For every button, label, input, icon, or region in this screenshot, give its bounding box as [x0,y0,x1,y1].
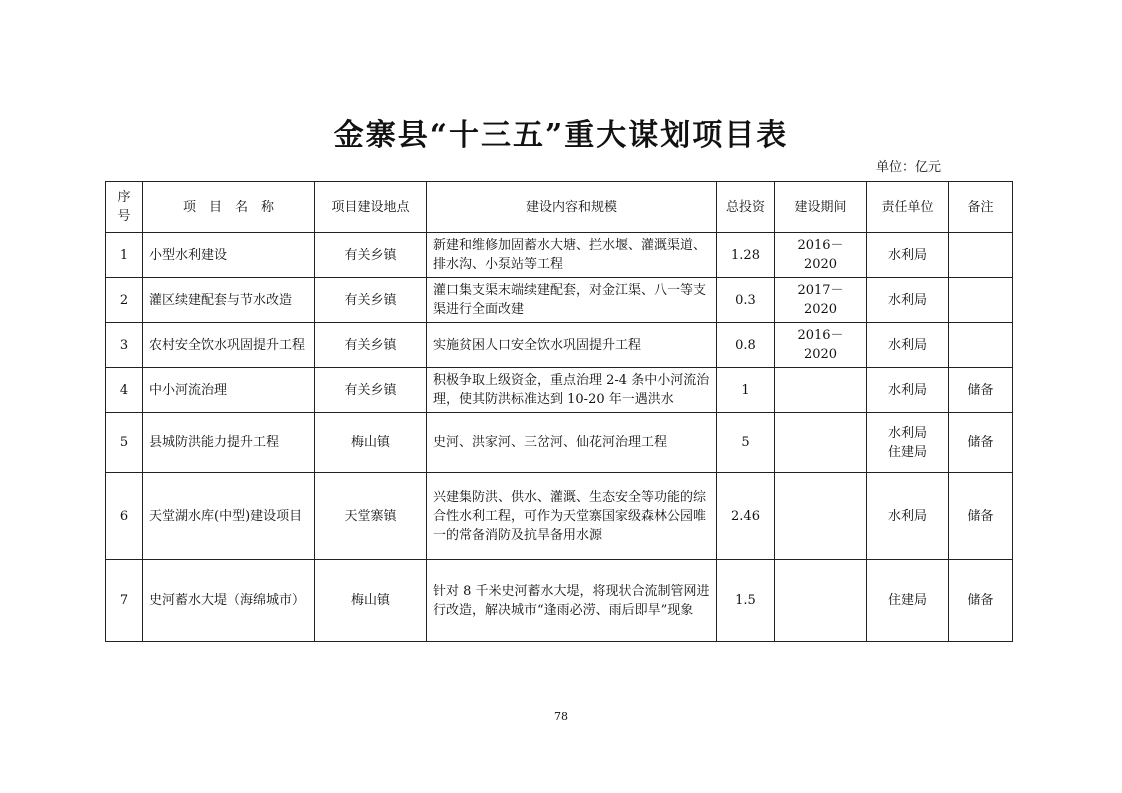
cell-investment: 0.3 [717,278,775,323]
cell-no: 5 [106,413,143,473]
cell-content: 实施贫困人口安全饮水巩固提升工程 [427,323,717,368]
cell-department: 水利局 住建局 [867,413,949,473]
unit-label: 单位：亿元 [876,160,942,175]
table-row [106,560,1013,642]
table-row [106,278,1013,323]
cell-department: 水利局 [867,278,949,323]
cell-no: 1 [106,233,143,278]
cell-remark [949,323,1013,368]
cell-investment: 1.5 [717,560,775,642]
cell-name: 县城防洪能力提升工程 [143,413,315,473]
table-row [106,368,1013,413]
header-no: 序号 [106,182,143,233]
cell-no: 6 [106,473,143,560]
table-row [106,413,1013,473]
cell-department: 水利局 [867,473,949,560]
cell-location: 天堂寨镇 [315,473,427,560]
cell-investment: 2.46 [717,473,775,560]
header-remark: 备注 [949,182,1013,233]
table-row [106,473,1013,560]
cell-content: 史河、洪家河、三岔河、仙花河治理工程 [427,413,717,473]
cell-content: 灌口集支渠末端续建配套，对金江渠、八一等支渠进行全面改建 [427,278,717,323]
cell-remark: 储备 [949,368,1013,413]
cell-department: 水利局 [867,368,949,413]
page-title: 金寨县“十三五”重大谋划项目表 [333,118,789,153]
cell-name: 史河蓄水大堤（海绵城市） [143,560,315,642]
cell-content: 针对 8 千米史河蓄水大堤，将现状合流制管网进行改造，解决城市“逢雨必涝、雨后即旱”现象 [427,560,717,642]
project-table [105,181,1013,642]
header-department: 责任单位 [867,182,949,233]
table-header-row [106,182,1013,233]
cell-period [775,560,867,642]
cell-location: 有关乡镇 [315,368,427,413]
cell-location: 有关乡镇 [315,323,427,368]
cell-department: 水利局 [867,233,949,278]
cell-department: 住建局 [867,560,949,642]
cell-period: 2016－2020 [775,233,867,278]
cell-content: 积极争取上级资金，重点治理 2-4 条中小河流治理，使其防洪标准达到 10-20 年一遇洪水 [427,368,717,413]
cell-content: 兴建集防洪、供水、灌溉、生态安全等功能的综合性水利工程，可作为天堂寨国家级森林公园唯一的常备消防及抗旱备用水源 [427,473,717,560]
cell-content: 新建和维修加固蓄水大塘、拦水堰、灌溉渠道、排水沟、小泵站等工程 [427,233,717,278]
table-row [106,323,1013,368]
cell-no: 4 [106,368,143,413]
cell-name: 中小河流治理 [143,368,315,413]
header-investment: 总投资 [717,182,775,233]
table-row [106,233,1013,278]
cell-remark: 储备 [949,473,1013,560]
cell-investment: 0.8 [717,323,775,368]
cell-period: 2017－2020 [775,278,867,323]
page-number: 78 [554,710,568,723]
cell-location: 梅山镇 [315,413,427,473]
cell-period [775,413,867,473]
cell-period: 2016－2020 [775,323,867,368]
cell-no: 3 [106,323,143,368]
cell-remark: 储备 [949,413,1013,473]
cell-remark: 储备 [949,560,1013,642]
cell-investment: 1.28 [717,233,775,278]
cell-location: 有关乡镇 [315,233,427,278]
cell-department: 水利局 [867,323,949,368]
cell-name: 天堂湖水库(中型)建设项目 [143,473,315,560]
cell-investment: 5 [717,413,775,473]
header-content: 建设内容和规模 [427,182,717,233]
header-period: 建设期间 [775,182,867,233]
cell-name: 灌区续建配套与节水改造 [143,278,315,323]
cell-no: 2 [106,278,143,323]
cell-period [775,368,867,413]
cell-name: 农村安全饮水巩固提升工程 [143,323,315,368]
cell-investment: 1 [717,368,775,413]
cell-name: 小型水利建设 [143,233,315,278]
cell-location: 有关乡镇 [315,278,427,323]
cell-period [775,473,867,560]
cell-remark [949,278,1013,323]
cell-location: 梅山镇 [315,560,427,642]
header-name: 项 目 名 称 [143,182,315,233]
cell-no: 7 [106,560,143,642]
header-location: 项目建设地点 [315,182,427,233]
cell-remark [949,233,1013,278]
